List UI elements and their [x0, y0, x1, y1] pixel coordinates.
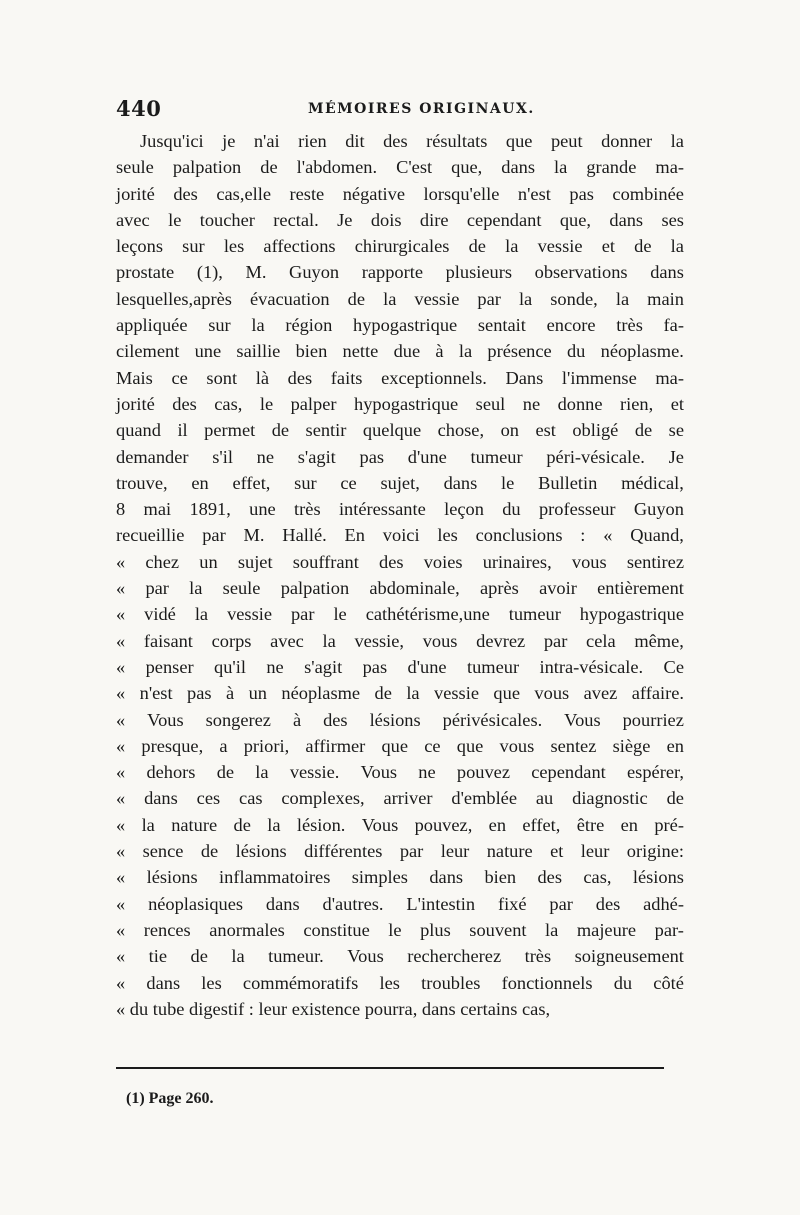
text-line: « dehors de la vessie. Vous ne pouvez cependant espérer,: [116, 762, 684, 783]
page-header: [116, 96, 696, 126]
text-line: quand il permet de sentir quelque chose, on est obligé de se: [116, 420, 684, 441]
text-line: « penser qu'il ne s'agit pas d'une tumeur intra-vésicale. Ce: [116, 656, 684, 677]
text-line: « presque, a priori, affirmer que ce que vous sentez siège en: [116, 735, 684, 756]
text-line: « dans ces cas complexes, arriver d'emblée au diagnostic de: [116, 788, 684, 809]
text-line: lesquelles,après évacuation de la vessie par la sonde, la main: [116, 288, 684, 309]
text-line: « lésions inflammatoires simples dans bien des cas, lésions: [116, 867, 684, 888]
text-line: 8 mai 1891, une très intéressante leçon du professeur Guyon: [116, 499, 684, 520]
text-line: « rences anormales constitue le plus souvent la majeure par-: [116, 919, 684, 940]
footnote: (1) Page 260.: [126, 1090, 214, 1107]
text-line: « vidé la vessie par le cathétérisme,une tumeur hypogastrique: [116, 604, 684, 625]
text-line: « Vous songerez à des lésions périvésicales. Vous pourriez: [116, 709, 684, 730]
text-line: Jusqu'ici je n'ai rien dit des résultats que peut donner la: [140, 131, 684, 151]
text-line: « sence de lésions différentes par leur nature et leur origine:: [116, 841, 684, 862]
text-line: prostate (1), M. Guyon rapporte plusieurs observations dans: [116, 262, 684, 283]
text-line: avec le toucher rectal. Je dois dire cependant que, dans ses: [116, 209, 684, 230]
text-line: « dans les commémoratifs les troubles fonctionnels du côté: [116, 972, 684, 993]
text-line: demander s'il ne s'agit pas d'une tumeur péri-vésicale. Je: [116, 446, 684, 467]
text-line: « la nature de la lésion. Vous pouvez, en effet, être en pré-: [116, 814, 684, 835]
text-line: « par la seule palpation abdominale, après avoir entièrement: [116, 578, 684, 599]
text-line: recueillie par M. Hallé. En voici les conclusions : « Quand,: [116, 525, 684, 546]
text-line: cilement une saillie bien nette due à la présence du néoplasme.: [116, 341, 684, 362]
text-line: jorité des cas, le palper hypogastrique seul ne donne rien, et: [116, 393, 684, 414]
text-line: seule palpation de l'abdomen. C'est que, dans la grande ma-: [116, 157, 684, 178]
text-line: leçons sur les affections chirurgicales de la vessie et de la: [116, 236, 684, 257]
text-line: « néoplasiques dans d'autres. L'intestin fixé par des adhé-: [116, 893, 684, 914]
text-line: « chez un sujet souffrant des voies urinaires, vous sentirez: [116, 551, 684, 572]
footnote-divider: [116, 1067, 664, 1069]
page-number: 440: [116, 96, 162, 121]
text-line: « n'est pas à un néoplasme de la vessie que vous avez affaire.: [116, 683, 684, 704]
text-line: Mais ce sont là des faits exceptionnels. Dans l'immense ma-: [116, 367, 684, 388]
text-line: trouve, en effet, sur ce sujet, dans le Bulletin médical,: [116, 472, 684, 493]
text-line: « du tube digestif : leur existence pourra, dans certains cas,: [116, 998, 551, 1019]
running-title: MÉMOIRES ORIGINAUX.: [308, 101, 535, 117]
text-line: appliquée sur la région hypogastrique sentait encore très fa-: [116, 315, 684, 336]
body-text: [116, 128, 684, 1022]
text-line: « faisant corps avec la vessie, vous devrez par cela même,: [116, 630, 684, 651]
text-line: jorité des cas,elle reste négative lorsqu'elle n'est pas combinée: [116, 183, 684, 204]
text-line: « tie de la tumeur. Vous rechercherez très soigneusement: [116, 946, 684, 967]
